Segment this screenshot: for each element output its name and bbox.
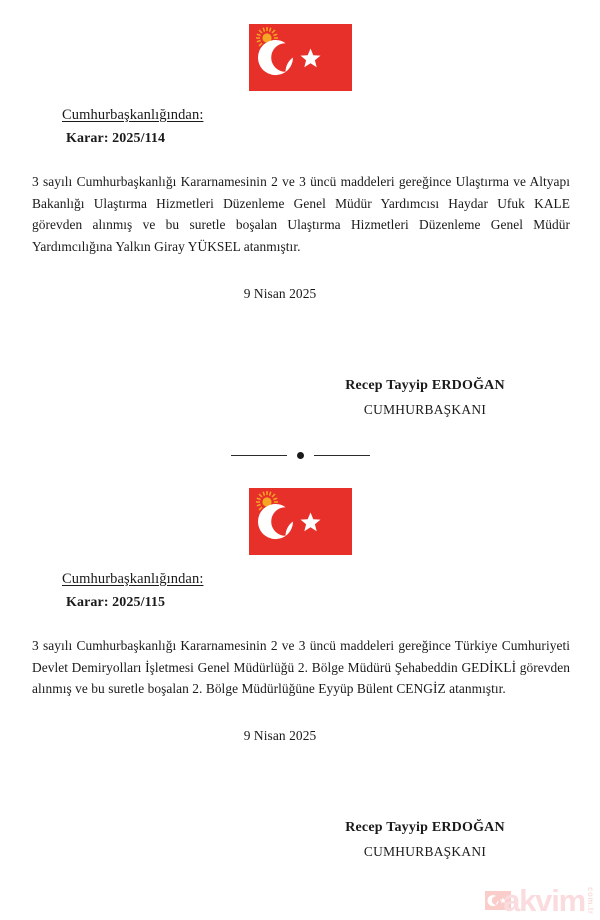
decision-number: Karar: 2025/115 <box>66 595 166 611</box>
divider-rule-left <box>231 455 287 457</box>
decree-heading-1 <box>0 106 600 149</box>
section-divider <box>0 452 600 459</box>
watermark-brand-text: akvim <box>503 883 585 918</box>
signatory-title: CUMHURBAŞKANI <box>363 844 487 860</box>
authority-label: Cumhurbaşkanlığından: <box>62 107 204 123</box>
signature-block-2 <box>0 817 600 862</box>
authority-label: Cumhurbaşkanlığından: <box>62 570 204 587</box>
flag-container-2 <box>0 488 600 555</box>
decree-body-text-1: 3 sayılı Cumhurbaşkanlığı Kararnamesinin 2 ve 3 üncü maddeleri gereğince Ulaştırma ve Altyapı Bakanlığı Ulaştırma Hizmetleri Düzenleme Genel Müdür Yardımcısı Haydar Ufuk KALE görevden alınmış ve bu suretle boşalan Ulaştırma Hizmetleri Düzenleme Genel Müdür Yardımcılığına Yalkın Giray YÜKSEL atanmıştır. <box>32 174 570 255</box>
divider-rule-right <box>314 455 370 457</box>
decree-date-2: 9 Nisan 2025 <box>243 728 317 744</box>
signature-block-1 <box>0 375 600 420</box>
signatory-name: Recep Tayyip ERDOĞAN <box>345 377 505 393</box>
decree-date-1: 9 Nisan 2025 <box>243 285 317 301</box>
signatory-name: Recep Tayyip ERDOĞAN <box>345 820 505 836</box>
decree-body-text-2: 3 sayılı Cumhurbaşkanlığı Kararnamesinin 2 ve 3 üncü maddeleri gereğince Türkiye Cumhuriyeti Devlet Demiryolları İşletmesi Genel Müdürlüğü 2. Bölge Müdürü Şehabeddin GEDİKLİ görevden alınmış ve bu suretle boşalan 2. Bölge Müdürlüğüne Eyyüp Bülent CENGİZ atanmıştır. <box>32 637 570 697</box>
flag-container-1 <box>0 24 600 91</box>
turkish-flag-icon <box>249 488 352 555</box>
signatory-title: CUMHURBAŞKANI <box>363 401 487 417</box>
turkish-flag-icon <box>249 24 352 91</box>
divider-dot-icon <box>297 452 304 459</box>
watermark-logo <box>485 885 594 916</box>
decree-heading-2 <box>0 570 600 613</box>
decision-number: Karar: 2025/114 <box>66 131 166 147</box>
watermark-tld-text: com.tr <box>586 886 595 915</box>
watermark-flag-icon <box>485 891 511 910</box>
